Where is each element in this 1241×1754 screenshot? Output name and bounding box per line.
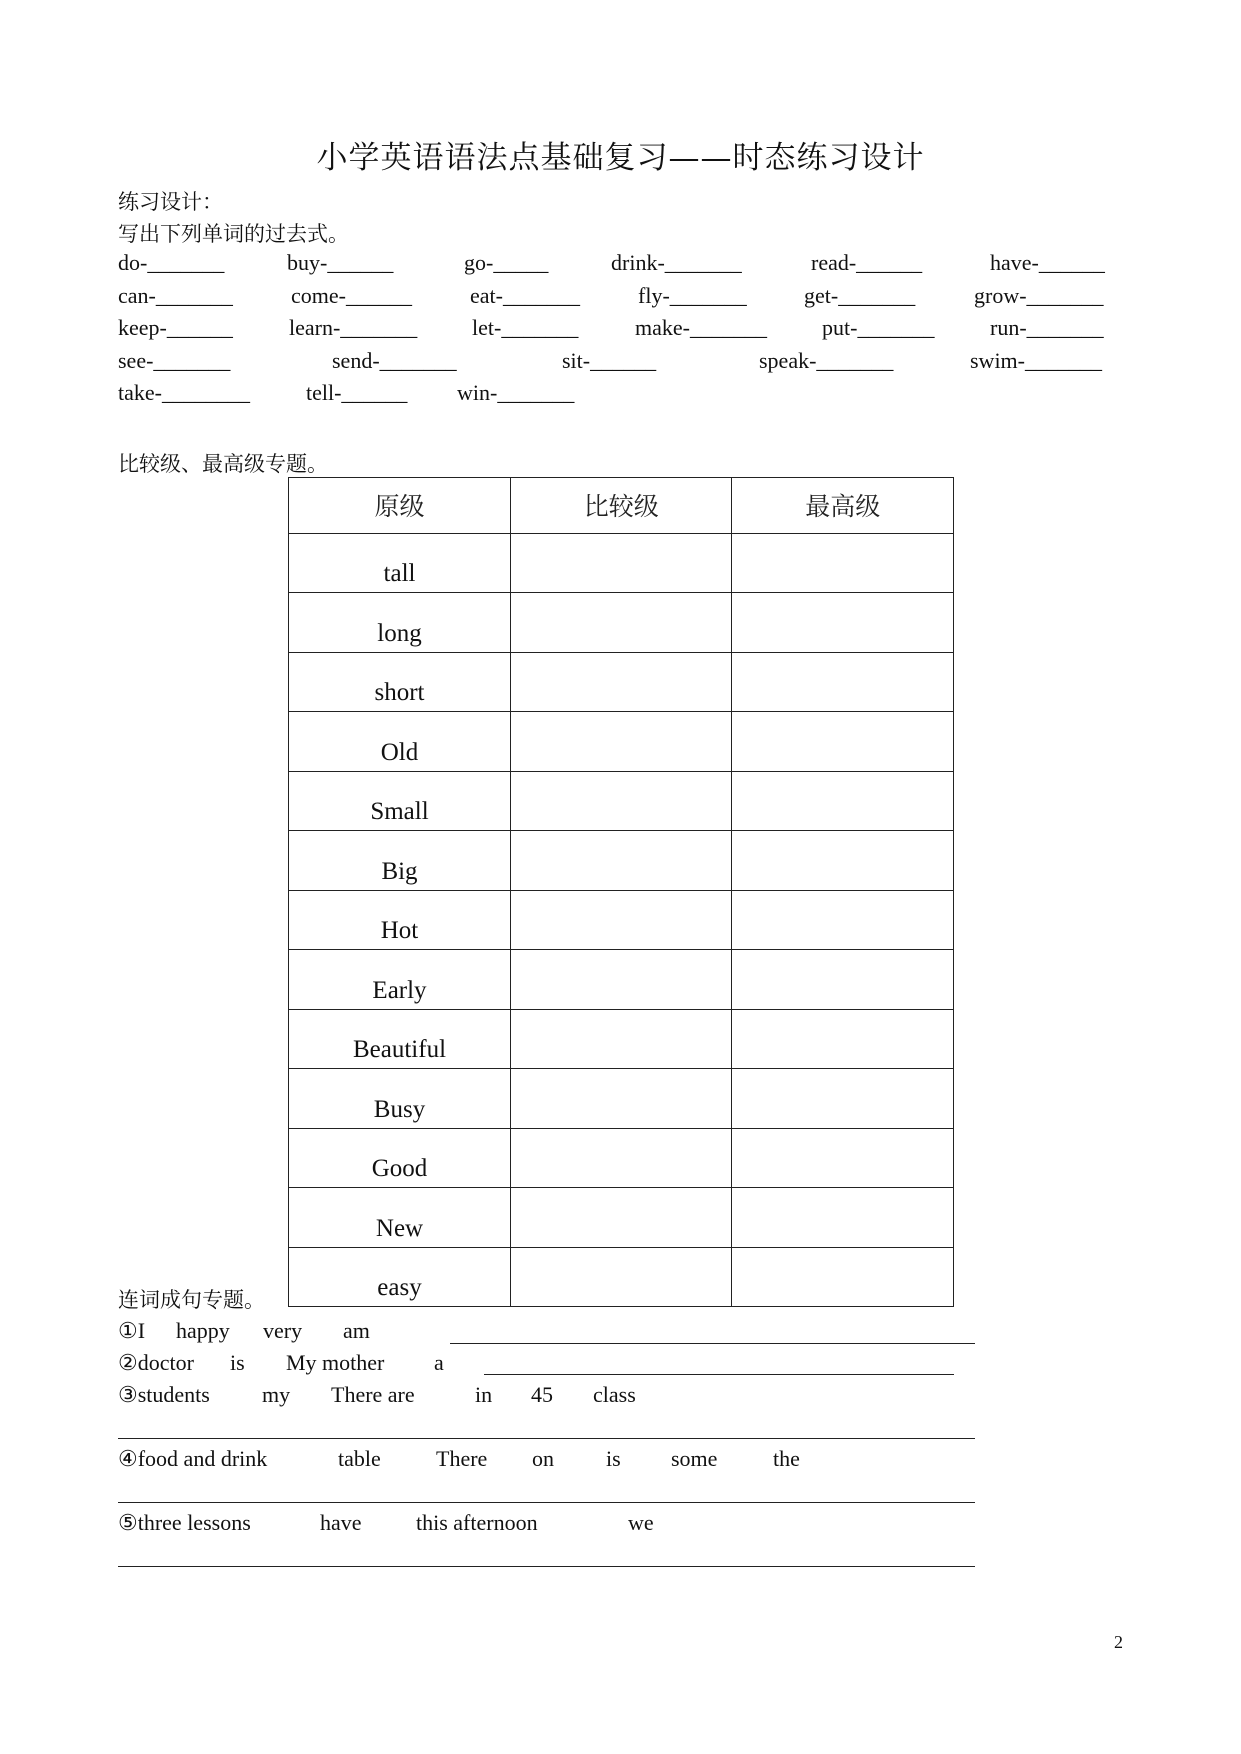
sentence-item [118, 1446, 1018, 1476]
past-tense-heading: 写出下列单词的过去式。 [118, 222, 349, 246]
table-row [289, 1247, 954, 1307]
past-tense-item[interactable]: sit-______ [562, 347, 657, 373]
sentence-word: There are [331, 1382, 415, 1407]
past-tense-item[interactable]: buy-______ [287, 250, 394, 275]
past-tense-item[interactable]: speak-_______ [759, 347, 894, 373]
answer-line[interactable] [484, 1374, 954, 1375]
table-row [289, 771, 954, 831]
sentence-word: ⑤three lessons [118, 1510, 251, 1535]
base-form-cell: long [289, 593, 511, 653]
table-row [289, 1069, 954, 1129]
sentence-word: my [262, 1382, 291, 1407]
sentence-word: some [671, 1446, 718, 1471]
past-tense-item[interactable]: eat-_______ [470, 282, 580, 308]
sentence-item [118, 1510, 1018, 1540]
page-number: 2 [1114, 1632, 1123, 1652]
base-form-cell: short [289, 652, 511, 712]
base-form-cell: Beautiful [289, 1009, 511, 1069]
past-tense-item[interactable]: let-_______ [472, 315, 579, 340]
sentence-word: ④food and drink [118, 1446, 268, 1471]
sentence-word: we [628, 1510, 654, 1535]
superlative-cell[interactable] [732, 1069, 954, 1129]
superlative-cell[interactable] [732, 1128, 954, 1188]
table-row [289, 890, 954, 950]
past-tense-item[interactable]: go-_____ [464, 250, 549, 275]
superlative-cell[interactable] [732, 1009, 954, 1069]
superlative-cell[interactable] [732, 831, 954, 891]
comparative-cell[interactable] [511, 593, 732, 653]
table-row [289, 1009, 954, 1069]
past-tense-item[interactable]: have-______ [990, 250, 1105, 275]
past-tense-item[interactable]: keep-______ [118, 315, 233, 340]
sentence-word: class [593, 1382, 636, 1407]
sentence-word: the [773, 1446, 800, 1471]
sentence-word: a [434, 1350, 444, 1375]
answer-line[interactable] [450, 1343, 975, 1344]
answer-line[interactable] [118, 1502, 975, 1503]
past-tense-item[interactable]: grow-_______ [974, 282, 1104, 308]
past-tense-item[interactable]: run-_______ [990, 315, 1104, 340]
sentence-word: is [230, 1350, 245, 1375]
comparative-cell[interactable] [511, 652, 732, 712]
sentence-word: on [532, 1446, 554, 1471]
comparative-cell[interactable] [511, 1247, 732, 1307]
word-row [118, 283, 1128, 316]
comparative-cell[interactable] [511, 533, 732, 593]
comparative-cell[interactable] [511, 1009, 732, 1069]
past-tense-item[interactable]: fly-_______ [638, 282, 747, 308]
header-superlative: 最高级 [732, 478, 954, 534]
comparison-table [288, 477, 954, 1307]
sentence-word: table [338, 1446, 381, 1471]
past-tense-item[interactable]: do-_______ [118, 250, 225, 275]
base-form-cell: Big [289, 831, 511, 891]
base-form-cell: easy [289, 1247, 511, 1307]
sentences-heading: 连词成句专题。 [118, 1288, 265, 1312]
past-tense-word-grid [118, 250, 1128, 413]
past-tense-item[interactable]: learn-_______ [289, 315, 418, 340]
word-row [118, 250, 1128, 283]
past-tense-item[interactable]: read-______ [811, 250, 923, 275]
past-tense-item[interactable]: get-_______ [804, 282, 916, 308]
past-tense-item[interactable]: put-_______ [822, 315, 935, 340]
header-base-form: 原级 [289, 478, 511, 534]
past-tense-item[interactable]: drink-_______ [611, 250, 742, 275]
comparative-cell[interactable] [511, 771, 732, 831]
sentence-word: is [606, 1446, 621, 1471]
base-form-cell: New [289, 1188, 511, 1248]
table-row [289, 533, 954, 593]
past-tense-item[interactable]: see-_______ [118, 347, 231, 373]
header-comparative: 比较级 [511, 478, 732, 534]
sentence-word: happy [176, 1318, 230, 1343]
comparative-cell[interactable] [511, 712, 732, 772]
base-form-cell: Old [289, 712, 511, 772]
sentence-word: ③students [118, 1382, 210, 1407]
table-row [289, 831, 954, 891]
sentence-word: ①I [118, 1318, 146, 1343]
table-row [289, 593, 954, 653]
base-form-cell: Good [289, 1128, 511, 1188]
table-header-row [289, 478, 954, 534]
table-row [289, 950, 954, 1010]
superlative-cell[interactable] [732, 533, 954, 593]
comparison-heading: 比较级、最高级专题。 [118, 452, 328, 476]
base-form-cell: Hot [289, 890, 511, 950]
past-tense-item[interactable]: send-_______ [332, 347, 457, 373]
past-tense-item[interactable]: can-_______ [118, 282, 233, 308]
sentence-word: this afternoon [416, 1510, 538, 1535]
past-tense-item[interactable]: make-_______ [635, 315, 767, 340]
superlative-cell[interactable] [732, 712, 954, 772]
answer-line[interactable] [118, 1438, 975, 1439]
sentence-item [118, 1350, 1018, 1380]
superlative-cell[interactable] [732, 890, 954, 950]
answer-line[interactable] [118, 1566, 975, 1567]
base-form-cell: Busy [289, 1069, 511, 1129]
sentence-word: have [320, 1510, 362, 1535]
sentence-word: very [263, 1318, 303, 1343]
section-intro: 练习设计： [118, 190, 223, 214]
superlative-cell[interactable] [732, 950, 954, 1010]
superlative-cell[interactable] [732, 771, 954, 831]
comparative-cell[interactable] [511, 1128, 732, 1188]
table-row [289, 1128, 954, 1188]
sentence-word: My mother [286, 1350, 385, 1375]
comparative-cell[interactable] [511, 1188, 732, 1248]
sentence-word: ②doctor [118, 1350, 194, 1375]
base-form-cell: tall [289, 533, 511, 593]
table-row [289, 1188, 954, 1248]
table-row [289, 712, 954, 772]
past-tense-item[interactable]: win-_______ [457, 380, 575, 405]
base-form-cell: Early [289, 950, 511, 1010]
past-tense-item[interactable]: come-______ [291, 282, 412, 308]
sentence-word: am [343, 1318, 370, 1343]
past-tense-item[interactable]: swim-_______ [970, 347, 1102, 373]
table-row [289, 652, 954, 712]
superlative-cell[interactable] [732, 1188, 954, 1248]
word-row [118, 380, 1128, 413]
past-tense-item[interactable]: take-________ [118, 380, 250, 405]
past-tense-item[interactable]: tell-______ [306, 380, 408, 405]
sentence-word: There [436, 1446, 488, 1471]
superlative-cell[interactable] [732, 1247, 954, 1307]
comparative-cell[interactable] [511, 890, 732, 950]
comparative-cell[interactable] [511, 950, 732, 1010]
superlative-cell[interactable] [732, 593, 954, 653]
page-title: 小学英语语法点基础复习——时态练习设计 [316, 140, 925, 176]
sentence-item [118, 1382, 1018, 1412]
word-row [118, 315, 1128, 348]
comparative-cell[interactable] [511, 831, 732, 891]
sentence-word: in [475, 1382, 493, 1407]
word-row [118, 348, 1128, 381]
base-form-cell: Small [289, 771, 511, 831]
superlative-cell[interactable] [732, 652, 954, 712]
comparative-cell[interactable] [511, 1069, 732, 1129]
sentence-word: 45 [531, 1382, 553, 1407]
